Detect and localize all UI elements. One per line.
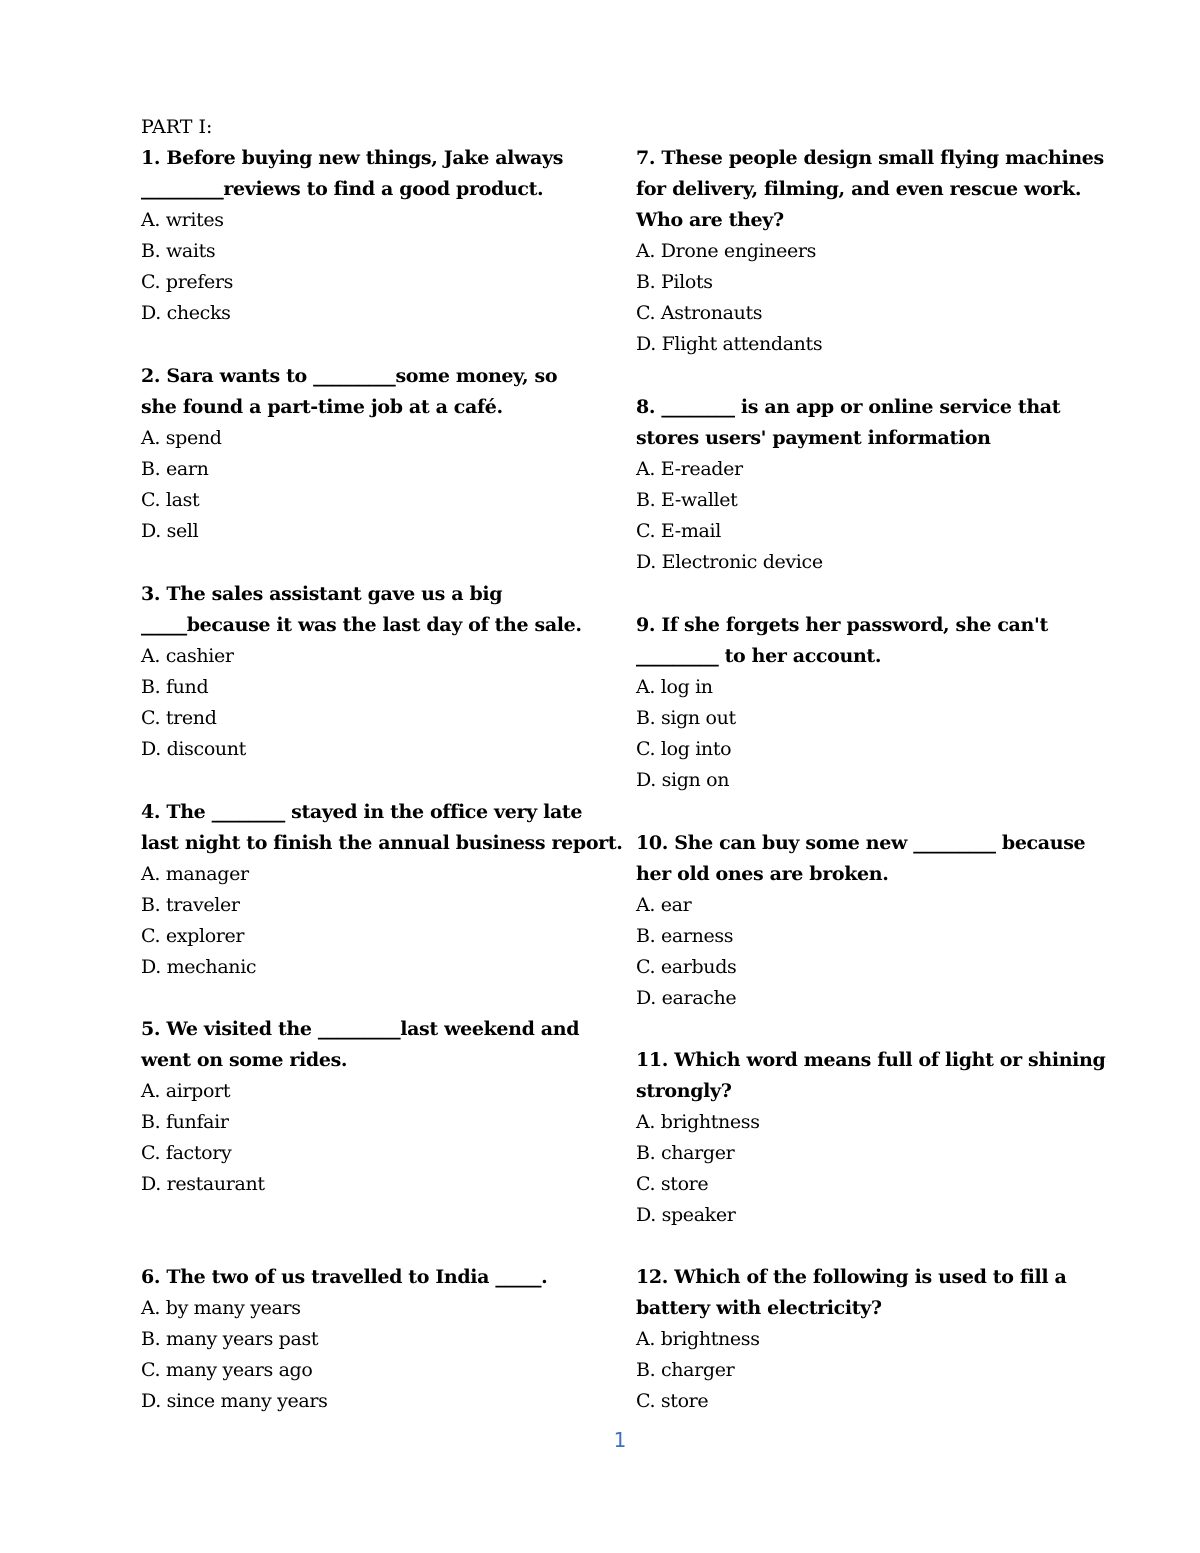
question-6-option-d[interactable]: D. since many years xyxy=(141,1390,328,1412)
question-10-option-a[interactable]: A. ear xyxy=(636,894,692,916)
question-9-stem-line-2: _________ to her account. xyxy=(636,645,882,667)
question-5-option-d[interactable]: D. restaurant xyxy=(141,1173,265,1195)
question-12-option-b[interactable]: B. charger xyxy=(636,1359,735,1381)
question-5-option-a[interactable]: A. airport xyxy=(141,1080,231,1102)
question-8-option-d[interactable]: D. Electronic device xyxy=(636,551,823,573)
question-9 xyxy=(636,610,1106,796)
question-2-option-b[interactable]: B. earn xyxy=(141,458,209,480)
question-2-stem-line-2: she found a part-time job at a café. xyxy=(141,396,503,418)
question-4-option-b[interactable]: B. traveler xyxy=(141,894,240,916)
question-9-option-d[interactable]: D. sign on xyxy=(636,769,730,791)
question-11-option-d[interactable]: D. speaker xyxy=(636,1204,736,1226)
question-11-option-b[interactable]: B. charger xyxy=(636,1142,735,1164)
question-9-option-a[interactable]: A. log in xyxy=(636,676,713,698)
question-7-stem-line-1: 7. These people design small flying machines xyxy=(636,147,1104,169)
question-10-option-c[interactable]: C. earbuds xyxy=(636,956,737,978)
question-10-stem-line-2: her old ones are broken. xyxy=(636,863,889,885)
question-1-option-d[interactable]: D. checks xyxy=(141,302,231,324)
question-10-option-b[interactable]: B. earness xyxy=(636,925,734,947)
question-7-option-c[interactable]: C. Astronauts xyxy=(636,302,763,324)
question-7-option-a[interactable]: A. Drone engineers xyxy=(636,240,817,262)
question-11-option-a[interactable]: A. brightness xyxy=(636,1111,760,1133)
question-12-stem-line-2: battery with electricity? xyxy=(636,1297,882,1319)
question-1-stem-line-1: 1. Before buying new things, Jake always xyxy=(141,147,564,169)
question-10-option-d[interactable]: D. earache xyxy=(636,987,737,1009)
question-1-option-a[interactable]: A. writes xyxy=(141,209,224,231)
question-5-stem-line-2: went on some rides. xyxy=(141,1049,348,1071)
question-3-option-a[interactable]: A. cashier xyxy=(141,645,234,667)
question-2-option-a[interactable]: A. spend xyxy=(141,427,222,449)
question-7-option-b[interactable]: B. Pilots xyxy=(636,271,713,293)
question-12-option-a[interactable]: A. brightness xyxy=(636,1328,760,1350)
question-11-option-c[interactable]: C. store xyxy=(636,1173,709,1195)
question-2-stem-line-1: 2. Sara wants to _________some money, so xyxy=(141,365,558,387)
question-8-option-b[interactable]: B. E-wallet xyxy=(636,489,738,511)
question-2 xyxy=(141,361,611,547)
page-number: 1 xyxy=(613,1428,627,1452)
question-7-option-d[interactable]: D. Flight attendants xyxy=(636,333,823,355)
question-6-stem-line-1: 6. The two of us travelled to India _____. xyxy=(141,1266,548,1288)
question-9-option-c[interactable]: C. log into xyxy=(636,738,732,760)
question-7 xyxy=(636,143,1106,360)
question-11-stem-line-1: 11. Which word means full of light or shining xyxy=(636,1049,1106,1071)
question-9-option-b[interactable]: B. sign out xyxy=(636,707,736,729)
question-3-option-b[interactable]: B. fund xyxy=(141,676,209,698)
question-8-option-c[interactable]: C. E-mail xyxy=(636,520,721,542)
question-5-option-c[interactable]: C. factory xyxy=(141,1142,232,1164)
question-11 xyxy=(636,1045,1106,1231)
question-12-stem-line-1: 12. Which of the following is used to fill a xyxy=(636,1266,1067,1288)
question-8-stem-line-1: 8. ________ is an app or online service that xyxy=(636,396,1061,418)
part-heading: PART I: xyxy=(141,116,213,138)
question-11-stem-line-2: strongly? xyxy=(636,1080,732,1102)
question-1 xyxy=(141,143,611,329)
question-4 xyxy=(141,797,623,983)
question-12 xyxy=(636,1262,1106,1417)
question-4-stem-line-1: 4. The ________ stayed in the office very late xyxy=(141,801,583,823)
question-3-option-d[interactable]: D. discount xyxy=(141,738,246,760)
question-3-option-c[interactable]: C. trend xyxy=(141,707,217,729)
question-4-option-a[interactable]: A. manager xyxy=(141,863,249,885)
question-4-option-d[interactable]: D. mechanic xyxy=(141,956,257,978)
question-5-option-b[interactable]: B. funfair xyxy=(141,1111,229,1133)
question-2-option-c[interactable]: C. last xyxy=(141,489,200,511)
question-10-stem-line-1: 10. She can buy some new _________ because xyxy=(636,832,1086,854)
question-7-stem-line-3: Who are they? xyxy=(636,209,784,231)
question-1-option-c[interactable]: C. prefers xyxy=(141,271,234,293)
question-1-option-b[interactable]: B. waits xyxy=(141,240,216,262)
question-8 xyxy=(636,392,1106,578)
question-8-option-a[interactable]: A. E-reader xyxy=(636,458,743,480)
question-10 xyxy=(636,828,1106,1014)
question-3-stem-line-2: _____because it was the last day of the sale. xyxy=(141,614,582,636)
question-6-option-c[interactable]: C. many years ago xyxy=(141,1359,313,1381)
question-7-stem-line-2: for delivery, filming, and even rescue work. xyxy=(636,178,1082,200)
question-1-stem-line-2: _________reviews to find a good product. xyxy=(141,178,544,200)
question-2-option-d[interactable]: D. sell xyxy=(141,520,199,542)
question-5 xyxy=(141,1014,611,1200)
question-8-stem-line-2: stores users' payment information xyxy=(636,427,991,449)
question-4-stem-line-2: last night to finish the annual business report. xyxy=(141,832,623,854)
question-9-stem-line-1: 9. If she forgets her password, she can't xyxy=(636,614,1048,636)
question-6-option-b[interactable]: B. many years past xyxy=(141,1328,319,1350)
question-12-option-c[interactable]: C. store xyxy=(636,1390,709,1412)
question-6-option-a[interactable]: A. by many years xyxy=(141,1297,301,1319)
question-5-stem-line-1: 5. We visited the _________last weekend and xyxy=(141,1018,580,1040)
question-6 xyxy=(141,1262,611,1417)
question-3-stem-line-1: 3. The sales assistant gave us a big xyxy=(141,583,503,605)
question-4-option-c[interactable]: C. explorer xyxy=(141,925,245,947)
question-3 xyxy=(141,579,611,765)
